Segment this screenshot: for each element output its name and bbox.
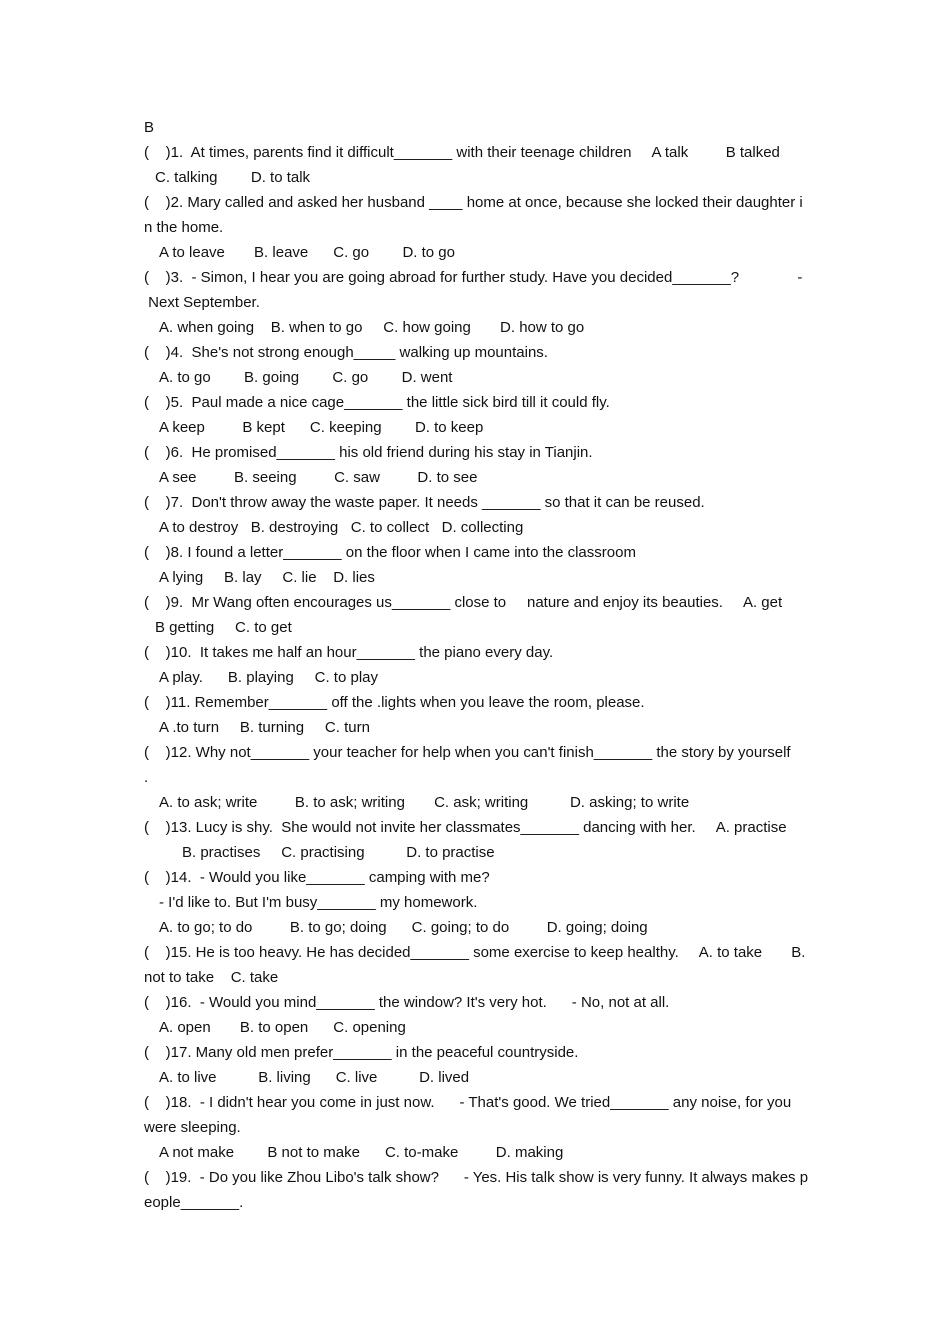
question-9: ( )9. Mr Wang often encourages us_______ close to nature and enjoy its beauties. A. get xyxy=(144,594,783,611)
question-2: ( )2. Mary called and asked her husband ____ home at once, because she locked their daughter i xyxy=(144,194,803,211)
question-14-options: A. to go; to do B. to go; doing C. going; to do D. going; doing xyxy=(159,919,648,936)
question-10: ( )10. It takes me half an hour_______ the piano every day. xyxy=(144,644,554,661)
question-9-options: B getting C. to get xyxy=(155,619,292,636)
question-8-options: A lying B. lay C. lie D. lies xyxy=(159,569,375,586)
question-15-options: not to take C. take xyxy=(144,969,279,986)
question-14-cont: - I'd like to. But I'm busy_______ my homework. xyxy=(159,894,478,911)
question-8: ( )8. I found a letter_______ on the floor when I came into the classroom xyxy=(144,544,636,561)
question-19: ( )19. - Do you like Zhou Libo's talk show? - Yes. His talk show is very funny. It always makes p xyxy=(144,1169,809,1186)
question-17-options: A. to live B. living C. live D. lived xyxy=(159,1069,470,1086)
section-label: B xyxy=(144,119,155,136)
question-6-options: A see B. seeing C. saw D. to see xyxy=(159,469,478,486)
question-15: ( )15. He is too heavy. He has decided_______ some exercise to keep healthy. A. to take B. xyxy=(144,944,806,961)
question-13: ( )13. Lucy is shy. She would not invite her classmates_______ dancing with her. A. practise xyxy=(144,819,787,836)
question-4-options: A. to go B. going C. go D. went xyxy=(159,369,453,386)
question-18-cont: were sleeping. xyxy=(144,1119,241,1136)
question-5: ( )5. Paul made a nice cage_______ the little sick bird till it could fly. xyxy=(144,394,610,411)
question-7-options: A to destroy B. destroying C. to collect D. collecting xyxy=(159,519,524,536)
question-12: ( )12. Why not_______ your teacher for help when you can't finish_______ the story by yourself xyxy=(144,744,791,761)
question-1-options: C. talking D. to talk xyxy=(155,169,311,186)
question-18-options: A not make B not to make C. to-make D. making xyxy=(159,1144,564,1161)
question-19-cont: eople_______. xyxy=(144,1194,244,1211)
question-3-cont: Next September. xyxy=(144,294,260,311)
question-3-options: A. when going B. when to go C. how going D. how to go xyxy=(159,319,585,336)
question-13-options: B. practises C. practising D. to practise xyxy=(182,844,495,861)
question-11-options: A .to turn B. turning C. turn xyxy=(159,719,370,736)
question-1: ( )1. At times, parents find it difficult_______ with their teenage children A talk B talked xyxy=(144,144,780,161)
question-7: ( )7. Don't throw away the waste paper. It needs _______ so that it can be reused. xyxy=(144,494,705,511)
question-2-options: A to leave B. leave C. go D. to go xyxy=(159,244,455,261)
question-11: ( )11. Remember_______ off the .lights when you leave the room, please. xyxy=(144,694,645,711)
question-16-options: A. open B. to open C. opening xyxy=(159,1019,406,1036)
question-12-cont: . xyxy=(144,769,149,786)
question-18: ( )18. - I didn't hear you come in just now. - That's good. We tried_______ any noise, for you xyxy=(144,1094,792,1111)
question-4: ( )4. She's not strong enough_____ walking up mountains. xyxy=(144,344,548,361)
question-16: ( )16. - Would you mind_______ the window? It's very hot. - No, not at all. xyxy=(144,994,670,1011)
question-10-options: A play. B. playing C. to play xyxy=(159,669,378,686)
question-2-cont: n the home. xyxy=(144,219,224,236)
question-6: ( )6. He promised_______ his old friend during his stay in Tianjin. xyxy=(144,444,593,461)
question-5-options: A keep B kept C. keeping D. to keep xyxy=(159,419,484,436)
question-17: ( )17. Many old men prefer_______ in the peaceful countryside. xyxy=(144,1044,579,1061)
question-3: ( )3. - Simon, I hear you are going abroad for further study. Have you decided_______? - xyxy=(144,269,803,286)
question-12-options: A. to ask; write B. to ask; writing C. ask; writing D. asking; to write xyxy=(159,794,690,811)
question-14: ( )14. - Would you like_______ camping with me? xyxy=(144,869,490,886)
